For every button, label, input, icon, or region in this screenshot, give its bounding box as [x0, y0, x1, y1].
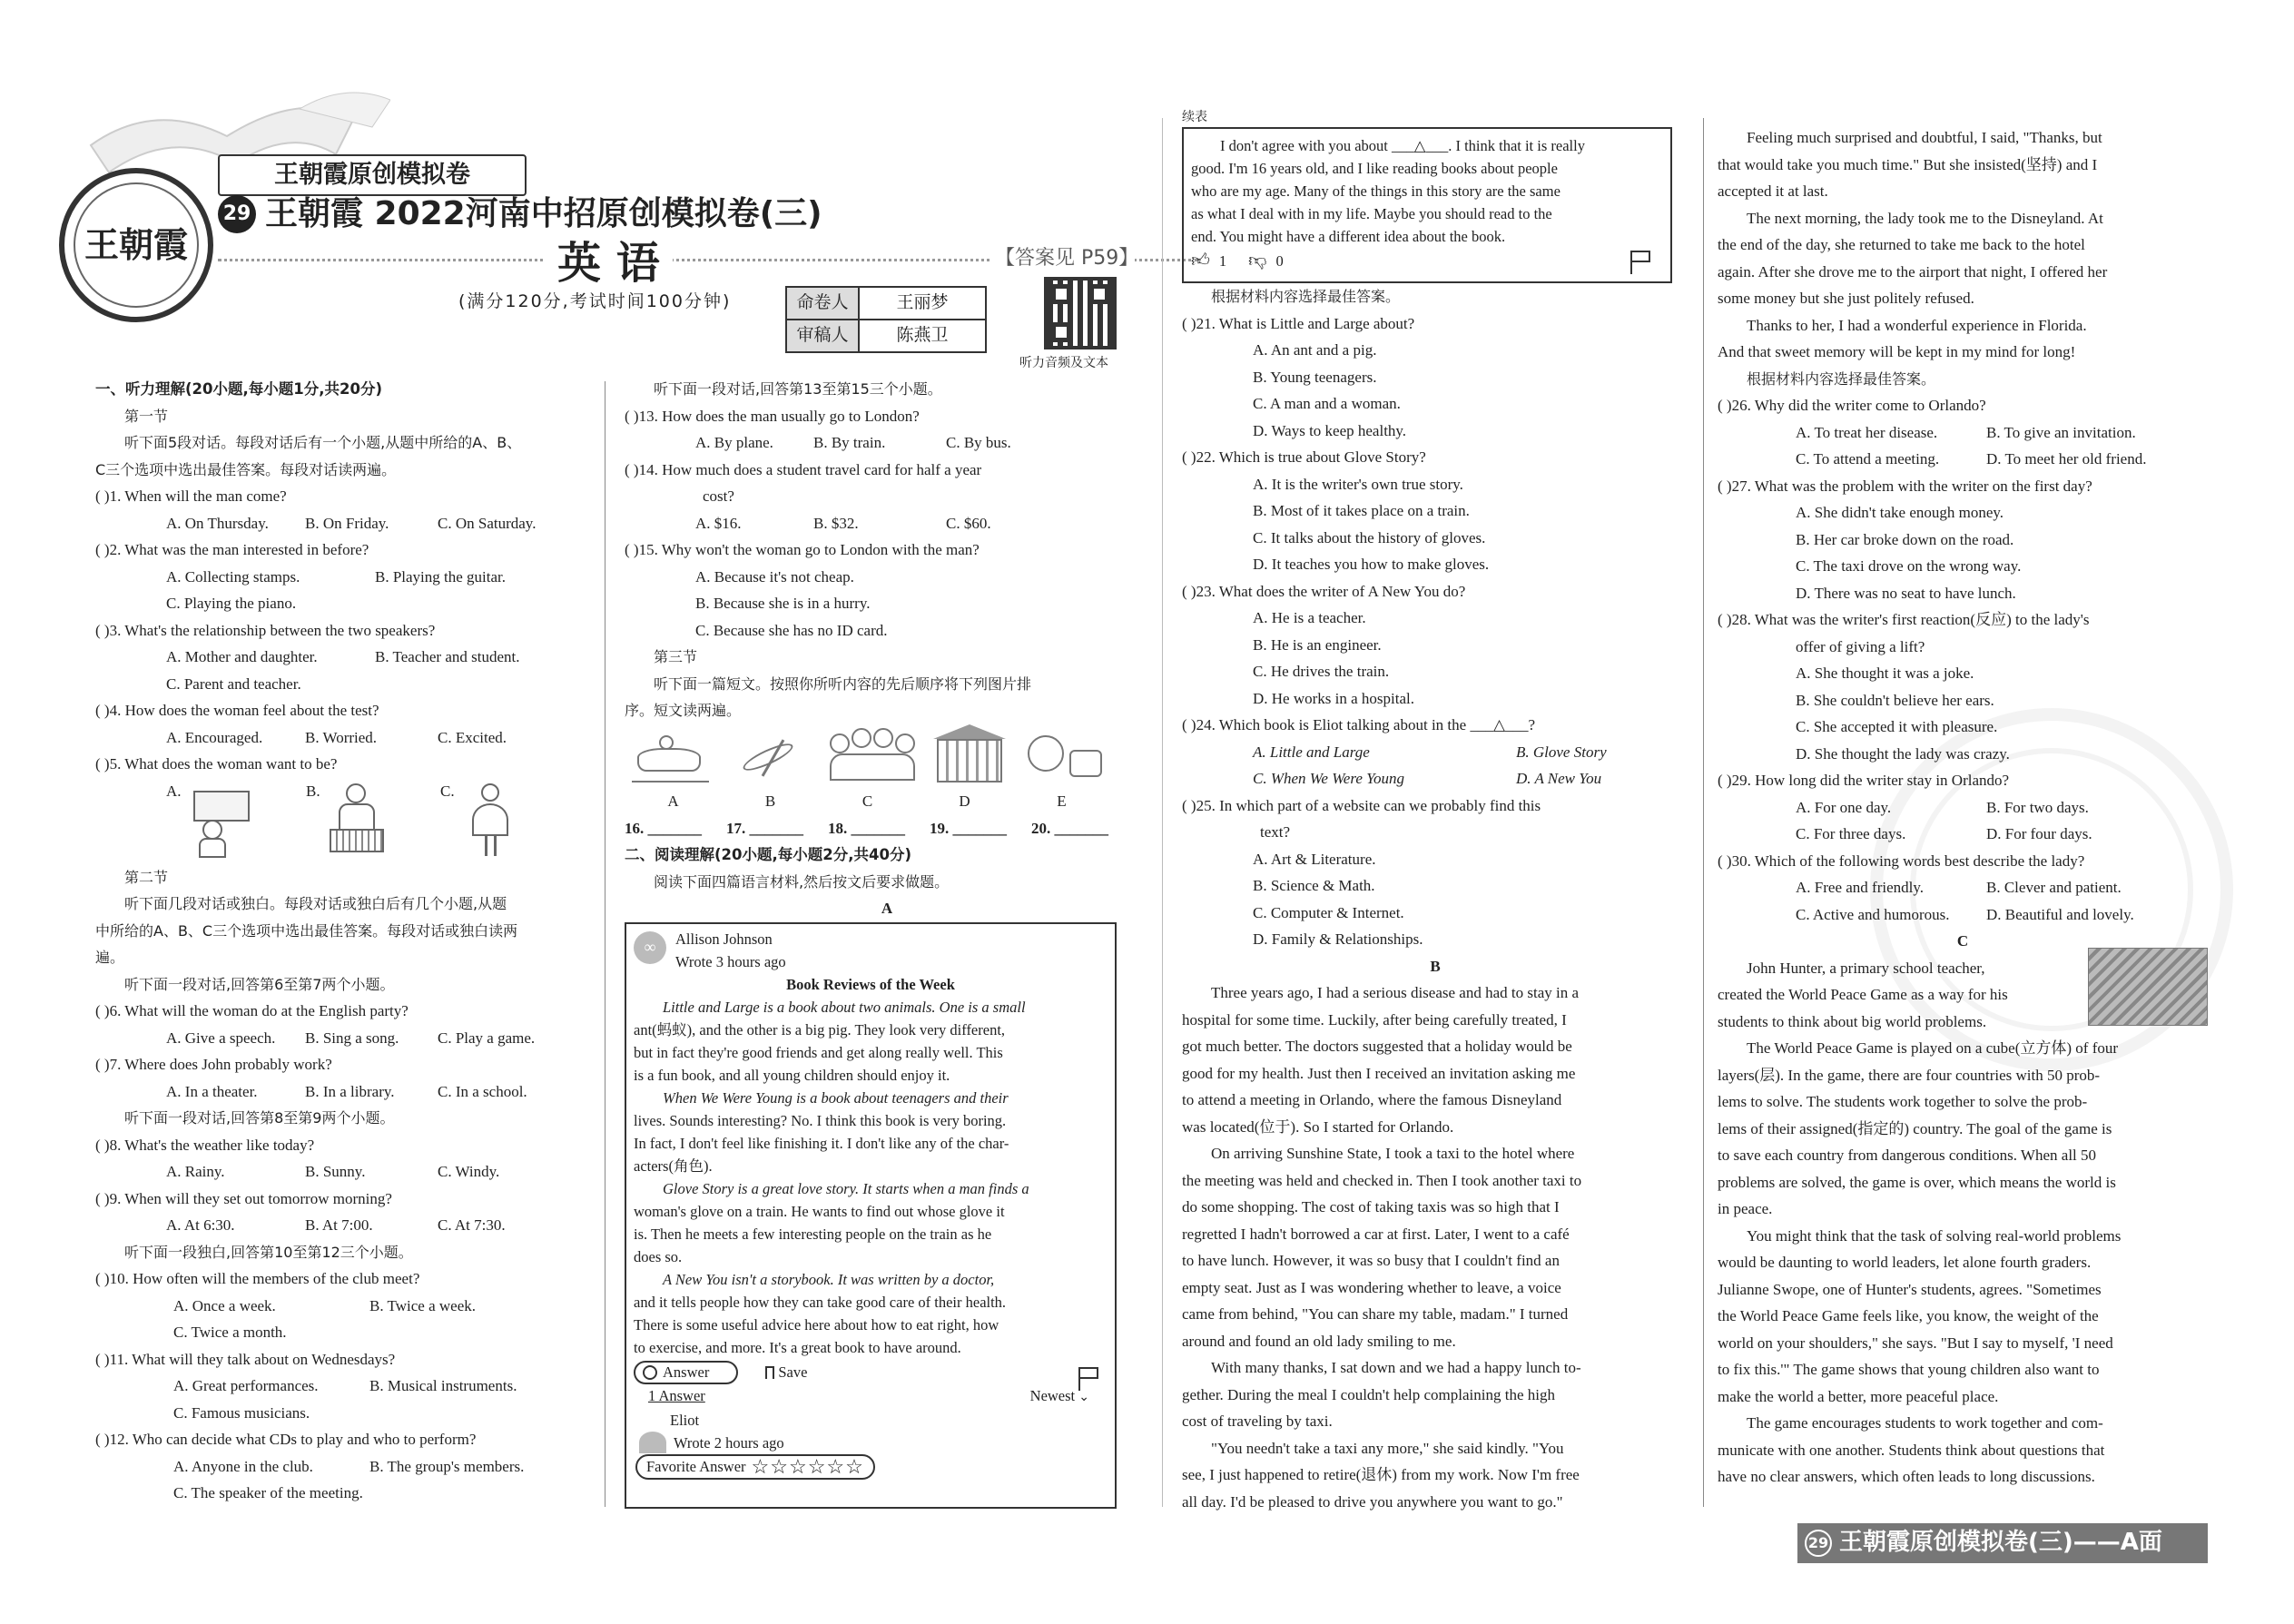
q6-options[interactable]: A. Give a speech. B. Sing a song. C. Play a game. [166, 1029, 536, 1047]
q14-stem: ( )14. How much does a student travel card for half a year [625, 460, 982, 478]
q23-stem: ( )23. What does the writer of A New You do? [1182, 582, 1466, 600]
q27-stem: ( )27. What was the problem with the writer on the first day? [1718, 477, 2092, 495]
passage-b-p3: With many thanks, I sat down and we had a happy lunch to- gether. During the meal I couldn't help complaining the high cost of traveling by taxi. [1182, 1359, 1581, 1430]
q3-stem: ( )3. What's the relationship between the two speakers? [95, 621, 436, 639]
like-count: 1 [1218, 252, 1227, 270]
q4-stem: ( )4. How does the woman feel about the test? [95, 702, 379, 719]
q8-stem: ( )8. What's the weather like today? [95, 1136, 315, 1154]
q6-stem: ( )6. What will the woman do at the English party? [95, 1002, 409, 1019]
q10-options[interactable]: A. Once a week. B. Twice a week. [173, 1296, 476, 1314]
answer-ref: 【答案见 P59】 [989, 245, 1135, 272]
thumbs-down-icon[interactable]: 👎︎ [1248, 251, 1267, 271]
dancer-picture [463, 783, 517, 856]
q2-stem: ( )2. What was the man interested in before? [95, 541, 369, 558]
q13-stem: ( )13. How does the man usually go to London? [625, 407, 920, 425]
post-time: Wrote 3 hours ago [675, 952, 786, 970]
q11-stem: ( )11. What will they talk about on Wednesdays? [95, 1350, 396, 1368]
passage-b-label: B [1430, 957, 1441, 975]
passage-c-p3: You might think that the task of solving real-world problems would be daunting to world leaders, let alone fourth graders. Julianne Swope, one of Hunter's students, agrees. "Sometimes the World Peace Game feels like, you know, the weight of the world on your shoulders," she says. "But I say to myself, 'I need to fix this.'" The game shows that young children also want to make the world a better, more peaceful place. [1718, 1226, 2122, 1405]
passage-b-p6: The next morning, the lady took me to the Disneyland. At the end of the day, she returned to take me back to the hotel again. After she drove me to the airport that night, I offered her some money but she just politely refused. [1718, 209, 2108, 307]
continued-label: 续表 [1182, 110, 1207, 124]
q12-options[interactable]: A. Anyone in the club. B. The group's members. [173, 1457, 525, 1475]
footer-badge [1797, 1523, 2208, 1563]
passage-b-p2: On arriving Sunshine State, I took a taxi to the hotel where the meeting was held and checked in. Then I took another taxi to do some shopping. The cost of taking taxis was so high that I regretted I hadn't borrowed a car at first. Later, I went to a café to have lunch. However, it was so busy that I couldn't find an empty seat. Just as I was wondering whether to leave, a voice came from behind, "You can share my table, madam." I turned around and found an old lady smiling to me. [1182, 1145, 1582, 1350]
subject-title: 英 语 [545, 238, 673, 289]
q2-options[interactable]: A. Collecting stamps. B. Playing the guitar. [166, 567, 507, 586]
passage-b-p5: Feeling much surprised and doubtful, I said, "Thanks, but that would take you much time." But she insisted(坚持) and I accepted it at last. [1718, 129, 2102, 200]
q29-stem: ( )29. How long did the writer stay in Orlando? [1718, 772, 2010, 789]
passage-b-p1: Three years ago, I had a serious disease and had to stay in a hospital for some time. Luckily, after being carefully treated, I got much better. The doctors suggested that a holiday would be good for my health. Just then I received an invitation asking me to attend a meeting in Orlando, where the famous Disneyland was located(位于). So I started for Orlando. [1182, 984, 1580, 1136]
review-p3: Glove Story is a great love story. It starts when a man finds a woman's glove on a train. He wants to find out whose glove it is. Then he meets a few interesting people on the train as he does so. [634, 1179, 1029, 1265]
avatar: ∞ [634, 931, 666, 964]
q1-options[interactable]: A. On Thursday. B. On Friday. C. On Saturday. [166, 514, 537, 532]
q30-stem: ( )30. Which of the following words best describe the lady? [1718, 851, 2085, 870]
column-3: 续表 I don't agree with you about ___△___. I think that it is really good. I'm 16 years old, and I like reading books about people who are my age. Many of the things in this story are the same as what I deal with in my life. Maybe you should read to the end. You might have a different idea about the book. 👍︎ 1 👎︎ 0 根据材料内容选择最佳答案。 ( )21. What is Little and Large about? A. An ant and a pig. B. Young teenagers. C. A man and a woman. D. Ways to keep healthy. ( )22. Which is true about Glove Story? A. It is the writer's own true story. B. Most of it takes place on a train. C. It talks about the history of gloves. D. It teaches you how to make gloves. ( )23. What does the writer of A New You do? A. He is a teacher. B. He is an engineer. C. He drives the train. D. He works in a hospital. ( )24. Which book is Eliot talking about in the ___△___? A. Little and Large B. Glove Story C. When We Were Young D. A New You ( )25. In which part of a website can we probably find this text? A. Art & Literature. B. Science & Math. C. Computer & Internet. D. Family & Relationships. B Three years ago, I had a serious disease and had to stay in a hospital for some time. Luckily, after being carefully treated, I got much better. The doctors suggested that a holiday would be good for my health. Just then I received an invitation asking me to attend a meeting in Orlando, where the famous Disneyland was located(位于). So I started for Orlando. On arriving Sunshine State, I took a taxi to the hotel where the meeting was held and checked in. Then I took another taxi to do some shopping. The cost of taking taxis was so high that I regretted I hadn't borrowed a car at first. Later, I went to a café to have lunch. However, it was so busy that I couldn't find an empty seat. Just as I was wondering whether to leave, a voice came from behind, "You can share my table, madam." I turned around and found an old lady smiling to me. With many thanks, I sat down and we had a happy lunch to- gether. During the meal I couldn't help complaining the high cost of traveling by taxi. "You needn't take a taxi any more," she said kindly. "You see, I just happened to retire(退休) from my work. Now I'm free all day. I'd be pleased to drive you anywhere you want to go." [1182, 107, 1689, 1515]
sort-dropdown[interactable]: Newest ⌄ [1029, 1386, 1089, 1404]
save-button[interactable]: Save [765, 1361, 807, 1383]
picture-a [632, 732, 709, 782]
pianist-picture [330, 783, 384, 856]
dislike-count: 0 [1275, 252, 1284, 270]
reply-avatar [639, 1432, 666, 1453]
q9-options[interactable]: A. At 6:30. B. At 7:00. C. At 7:30. [166, 1216, 506, 1234]
reading-title: 二、阅读理解(20小题,每小题2分,共40分) [625, 846, 912, 863]
number-badge: 29 [218, 195, 256, 233]
author-table: 命卷人 王丽梦 审稿人 陈燕卫 [785, 286, 987, 353]
footer-text: 王朝霞原创模拟卷(三)——A面 [1839, 1529, 2162, 1557]
review-p4: A New You isn't a storybook. It was written by a doctor, and it tells people how they can take good care of their health. There is some useful advice here about how to eat right, how to exercise, and more. It's a great book to have around. [634, 1270, 1007, 1356]
review-p1: Little and Large is a book about two animals. One is a small ant(蚂蚁), and the other is a big pig. They look very different, but in fact they're good friends and get along really well. This is a fun book, and all young children should enjoy it. [634, 998, 1026, 1084]
world-peace-game-photo [2088, 948, 2208, 1026]
passage-c-label: C [1956, 932, 1969, 950]
logo-text: 王朝霞 [84, 224, 188, 266]
q9-stem: ( )9. When will they set out tomorrow morning? [95, 1189, 392, 1207]
flag-icon[interactable] [1630, 251, 1654, 274]
answer-button[interactable]: Answer [634, 1361, 738, 1384]
review-p2: When We Were Young is a book about teenagers and their lives. Sounds interesting? No. I think this book is very boring. In fact, I don't feel like finishing it. I don't like any of the char- acters(角色). [634, 1088, 1009, 1175]
q28-stem: ( )28. What was the writer's first reaction(反应) to the lady's [1718, 611, 2090, 628]
qr-code[interactable] [1044, 277, 1117, 349]
part3-title: 第三节 [654, 648, 698, 665]
listening-title: 一、听力理解(20小题,每小题1分,共20分) [95, 380, 383, 398]
q22-stem: ( )22. Which is true about Glove Story? [1182, 448, 1426, 466]
q8-options[interactable]: A. Rainy. B. Sunny. C. Windy. [166, 1163, 500, 1180]
series-badge: 王朝霞原创模拟卷 [218, 154, 527, 196]
q1-stem: ( )1. When will the man come? [95, 487, 287, 505]
divider-2 [1162, 118, 1163, 1507]
picture-c [826, 724, 917, 784]
q14-options[interactable]: A. $16. B. $32. C. $60. [695, 514, 991, 532]
ordering-pictures [625, 724, 1149, 815]
passage-a-label: A [881, 900, 893, 917]
q25-stem: ( )25. In which part of a website can we probably find this [1182, 796, 1541, 814]
q15-stem: ( )15. Why won't the woman go to London with the man? [625, 541, 980, 558]
q10-stem: ( )10. How often will the members of the club meet? [95, 1270, 420, 1287]
q13-options[interactable]: A. By plane. B. By train. C. By bus. [695, 434, 1011, 451]
logo-seal [59, 168, 213, 322]
q5-pictures: A. B. C. [95, 778, 593, 864]
passage-b-p4: "You needn't take a taxi any more," she said kindly. "You see, I just happened to retire(退休) from my work. Now I'm free all day. I'd be pleased to drive you anywhere you want to go." [1182, 1439, 1580, 1511]
part2-title: 第二节 [124, 868, 169, 886]
review-card [625, 922, 1117, 1509]
thumbs-up-icon[interactable]: 👍︎ [1191, 251, 1210, 271]
column-1: 一、听力理解(20小题,每小题1分,共20分) 第一节 听下面5段对话。每段对话后有一个小题,从题中所给的A、B、 C三个选项中选出最佳答案。每段对话读两遍。 ( )1. When will the man come? A. On Thursday. B. On Friday. C. On Saturday. ( )2. What was the man interested in before? A. Collecting stamps. B. Playing the guitar. C. Playing the piano. ( )3. What's the relationship between the two speakers? A. Mother and daughter. B. Teacher and student. C. Parent and teacher. ( )4. How does the woman feel about the test? A. Encouraged. B. Worried. C. Excited. ( )5. What does the woman want to be? A. B. C. 第二节 听下面几段对话或独白。每段对话或独白后有几个小题,从题 中所给的A、B、C三个选项中选出最佳答案。每段对话或独白读两 遍。 听下面一段对话,回答第6至第7两个小题。 ( )6. What will the woman do at the English party? A. Give a speech. B. Sing a song. C. Play a game. ( )7. Where does John probably work? A. In a theater. B. In a library. C. In a school. 听下面一段对话,回答第8至第9两个小题。 ( )8. What's the weather like today? A. Rainy. B. Sunny. C. Windy. ( )9. When will they set out tomorrow morning? A. At 6:30. B. At 7:00. C. At 7:30. 听下面一段独白,回答第10至第12三个小题。 ( )10. How often will the members of the club meet? A. Once a week. B. Twice a week. C. Twice a month. ( )11. What will they talk about on Wednesdays? A. Great performances. B. Musical instruments. C. Famous musicians. ( )12. Who can decide what CDs to play and who to perform? A. Anyone in the club. B. The group's members. C. The speaker of the meeting. [95, 376, 593, 1507]
post-title: Book Reviews of the Week [786, 975, 955, 993]
reply-time: Wrote 2 hours ago [674, 1433, 784, 1452]
reply-card: I don't agree with you about ___△___. I think that it is really good. I'm 16 years old, and I like reading books about people who are my age. Many of the things in this story are the same as what I deal with in my life. Maybe you should read to the end. You might have a different idea about the book. 👍︎ 1 👎︎ 0 [1182, 127, 1672, 283]
exam-info: (满分120分,考试时间100分钟) [458, 291, 732, 311]
q24-stem: ( )24. Which book is Eliot talking about in the ___△___? [1182, 716, 1536, 733]
q26-stem: ( )26. Why did the writer come to Orlando? [1718, 397, 1986, 414]
column-2: 听下面一段对话,回答第13至第15三个小题。 ( )13. How does the man usually go to London? A. By plane. B. By train. C. By bus. ( )14. How much does a student travel card for half a year cost? A. $16. B. $32. C. $60. ( )15. Why won't the woman go to London with the man? A. Because it's not cheap. B. Because she is in a hurry. C. Because she has no ID card. 第三节 听下面一篇短文。按照你所听内容的先后顺序将下列图片排 序。短文读两遍。 A B C D E 16. _______ 17. _______ 18. _______ 19. _______ 20. _______ 二、阅读理解(20小题,每小题2分,共40分) 阅读下面四篇语言材料,然后按文后要求做题。 A ∞ Allison Johnson Wrote 3 hours ago Book Reviews of the Week Little and Large is a book about two animals. One is a small ant(蚂蚁), and the other is a big pig. They look very different, but in fact they're good friends and get along really well. This is a fun book, and all young children should enjoy it. When We Were Young is a book about teenagers and their lives. Sounds interesting? No. I think this book is very boring. In fact, I don't feel like finishing it. I don't like any of the char- acters(角色). Glove Story is a great love story. It starts when a man finds a woman's glove on a train. He wants to find out whose glove it is. Then he meets a few interesting people on the train as he does so. A New You isn't a storybook. It was written by a doctor, and it tells people how they can take good care of their health. There is some useful advice here about how to eat right, how to exercise, and more. It's a great book to have around. Answer Save 1 Answer Newest ⌄ Eliot Wrote 2 hours ago Favorite Answer ☆☆☆☆☆☆ [625, 376, 1149, 1509]
picture-b [732, 732, 804, 782]
teacher-picture [193, 783, 250, 856]
footer-number: 29 [1805, 1530, 1832, 1557]
star-rating-icon[interactable]: ☆☆☆☆☆☆ [751, 1455, 864, 1478]
reaction-row [1191, 250, 1663, 272]
chevron-down-icon: ⌄ [1078, 1390, 1089, 1404]
favorite-badge[interactable]: Favorite Answer ☆☆☆☆☆☆ [635, 1454, 875, 1480]
q12-stem: ( )12. Who can decide what CDs to play and who to perform? [95, 1431, 477, 1448]
passage-c-p1: John Hunter, a primary school teacher, created the World Peace Game as a way for his students to think about big world problems. [1718, 955, 2208, 1036]
answer-count[interactable]: 1 Answer [648, 1386, 705, 1404]
picture-e [1024, 732, 1106, 782]
qr-caption: 听力音频及文本 [1019, 356, 1108, 370]
q4-options[interactable]: A. Encouraged. B. Worried. C. Excited. [166, 728, 507, 746]
passage-c-p2: The World Peace Game is played on a cube(立方体) of four layers(层). In the game, there are four countries with 50 prob- lems to solve. The students work together to solve the prob- lems of their assigned(指定的) country. The goal of the game is to save each country from dangerous conditions. When all 50 problems are solved, the game is over, which means the world is in peace. [1718, 1039, 2119, 1217]
exam-title: 王朝霞 2022河南中招原创模拟卷(三) [265, 195, 822, 232]
answer-icon [643, 1365, 657, 1380]
divider-3 [1703, 118, 1704, 1507]
picture-d [933, 724, 1006, 784]
q7-stem: ( )7. Where does John probably work? [95, 1056, 332, 1073]
part1-title: 第一节 [124, 407, 169, 425]
picture-labels: A B C D E [667, 792, 1067, 810]
ordering-blanks[interactable]: 16. _______ 17. _______ 18. _______ 19. _______ 20. _______ [625, 819, 1108, 837]
post-author[interactable]: Allison Johnson [675, 930, 773, 948]
header [82, 82, 1139, 372]
action-row [634, 1361, 1108, 1384]
passage-b-p7: Thanks to her, I had a wonderful experience in Florida. And that sweet memory will be kept in my mind for long! [1718, 316, 2087, 360]
q7-options[interactable]: A. In a theater. B. In a library. C. In a school. [166, 1082, 527, 1100]
passage-c-p4: The game encourages students to work together and com- municate with one another. Students think about questions that have no clear answers, which often leads to long discussions. [1718, 1414, 2105, 1485]
column-4: Feeling much surprised and doubtful, I said, "Thanks, but that would take you much time." But she insisted(坚持) and I accepted it at last. The next morning, the lady took me to the Disneyland. At the end of the day, she returned to take me back to the hotel again. After she drove me to the airport that night, I offered her some money but she just politely refused. Thanks to her, I had a wonderful experience in Florida. And that sweet memory will be kept in my mind for long! 根据材料内容选择最佳答案。 ( )26. Why did the writer come to Orlando? A. To treat her disease. B. To give an invitation. C. To attend a meeting. D. To meet her old friend. ( )27. What was the problem with the writer on the first day? A. She didn't take enough money. B. Her car broke down on the road. C. The taxi drove on the wrong way. D. There was no seat to have lunch. ( )28. What was the writer's first reaction(反应) to the lady's offer of giving a lift? A. She thought it was a joke. B. She couldn't believe her ears. C. She accepted it with pleasure. D. She thought the lady was crazy. ( )29. How long did the writer stay in Orlando? A. For one day. B. For two days. C. For three days. D. For four days. ( )30. Which of the following words best describe the lady? A. Free and friendly. B. Clever and patient. C. Active and humorous. D. Beautiful and lovely. C John Hunter, a primary school teacher, created the World Peace Game as a way for his students to think about big world problems. The World Peace Game is played on a cube(立方体) of four layers(层). In the game, there are four countries with 50 prob- lems to solve. The students work together to solve the prob- lems of their assigned(指定的) country. The goal of the game is to save each country from dangerous conditions. When all 50 problems are solved, the game is over, which means the world is in peace. You might think that the task of solving real-world problems would be daunting to world leaders, let alone fourth graders. Julianne Swope, one of Hunter's students, agrees. "Sometimes the World Peace Game feels like, you know, the weight of the world on your shoulders," she says. "But I say to myself, 'I need to fix this.'" The game shows that young children also want to make the world a better, more peaceful place. The game encourages students to work together and com- municate with one another. Students think about questions that have no clear answers, which often leads to long discussions. [1718, 124, 2208, 1491]
q11-options[interactable]: A. Great performances. B. Musical instruments. [173, 1377, 517, 1394]
q21-stem: ( )21. What is Little and Large about? [1182, 314, 1415, 332]
q3-options[interactable]: A. Mother and daughter. B. Teacher and student. [166, 648, 520, 665]
exam-title-row [218, 191, 822, 238]
q5-stem: ( )5. What does the woman want to be? [95, 755, 338, 773]
flag-icon[interactable] [1078, 1367, 1102, 1391]
reply-author[interactable]: Eliot [670, 1411, 700, 1429]
bookmark-icon [765, 1366, 774, 1379]
